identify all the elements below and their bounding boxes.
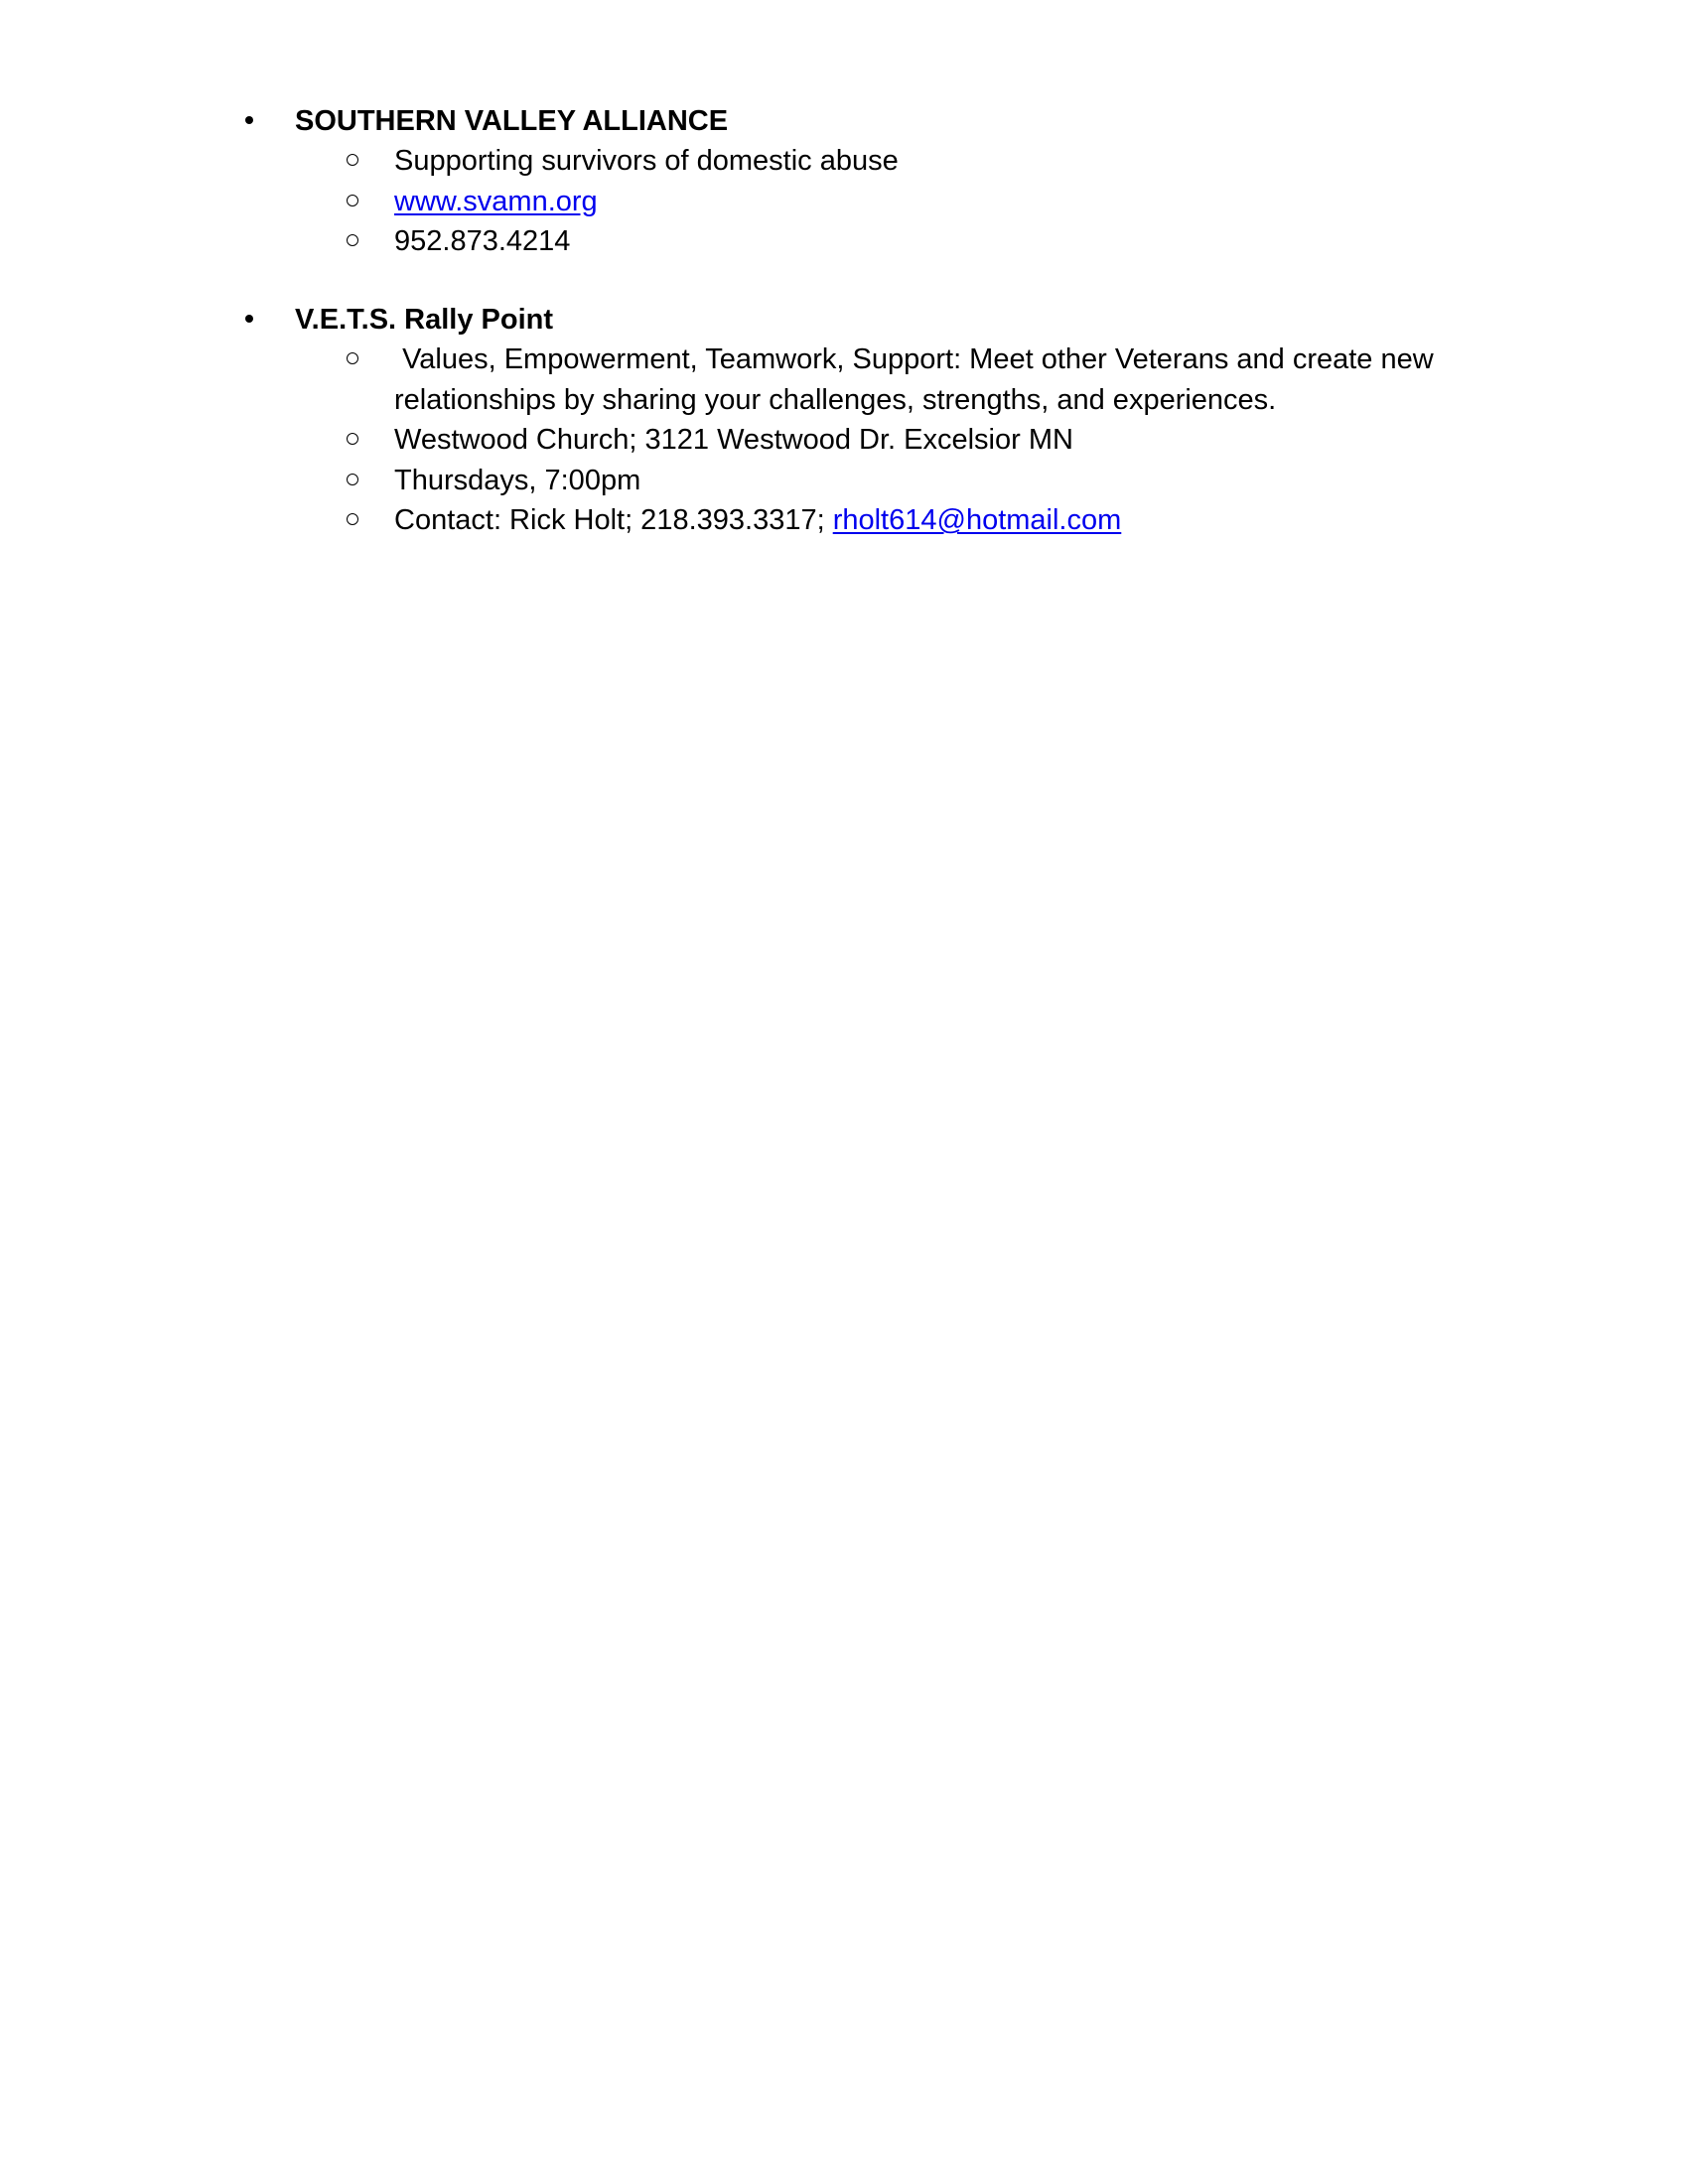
circle-bullet-icon <box>347 433 358 445</box>
list-item-contact <box>0 500 1688 541</box>
list-item-description <box>0 340 1688 420</box>
schedule-text: Thursdays, 7:00pm <box>394 464 641 496</box>
circle-bullet-icon <box>347 195 358 206</box>
website-link[interactable]: www.svamn.org <box>394 185 598 217</box>
bullet-icon <box>245 116 253 124</box>
section-heading: SOUTHERN VALLEY ALLIANCE <box>295 105 729 137</box>
location-text: Westwood Church; 3121 Westwood Dr. Excelsior MN <box>394 424 1073 456</box>
phone-text: 952.873.4214 <box>394 225 571 257</box>
list-item-description <box>0 141 1688 182</box>
description-text: Supporting survivors of domestic abuse <box>394 145 899 177</box>
list-item-website <box>0 182 1688 222</box>
section-heading: V.E.T.S. Rally Point <box>295 304 554 336</box>
circle-bullet-icon <box>347 154 358 166</box>
resource-southern-valley-alliance <box>0 101 1688 262</box>
list-item-phone <box>0 221 1688 262</box>
list-item-schedule <box>0 461 1688 501</box>
contact-text: Contact: Rick Holt; 218.393.3317; <box>394 504 833 536</box>
description-text: Values, Empowerment, Teamwork, Support: Meet other Veterans and create new relationships by sharing your challenges, strengths, and experiences. <box>394 343 1442 416</box>
circle-bullet-icon <box>347 234 358 246</box>
bullet-icon <box>245 315 253 323</box>
resource-vets-rally-point <box>0 300 1688 541</box>
circle-bullet-icon <box>347 474 358 485</box>
list-item-location <box>0 420 1688 461</box>
email-link[interactable]: rholt614@hotmail.com <box>832 504 1122 536</box>
circle-bullet-icon <box>347 352 358 364</box>
circle-bullet-icon <box>347 513 358 525</box>
